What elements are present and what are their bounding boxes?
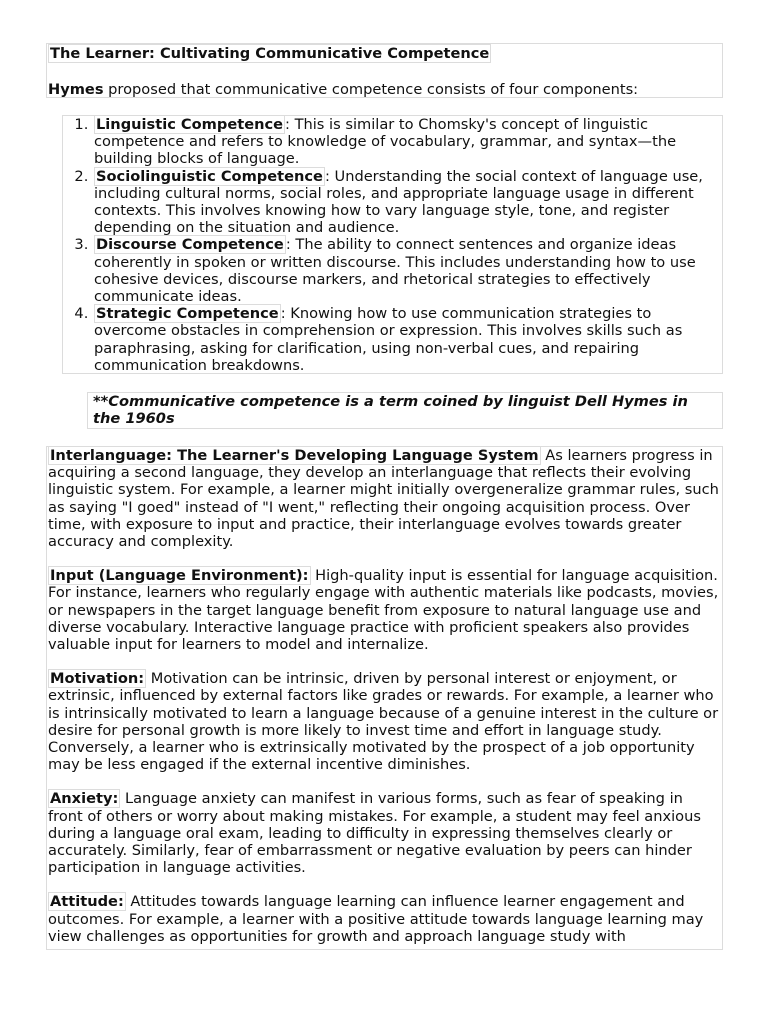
section-paragraph [48, 670, 721, 773]
intro-paragraph [48, 81, 721, 98]
section-paragraph [48, 893, 721, 945]
list-item [93, 116, 722, 168]
component-term: Sociolinguistic Competence [96, 167, 323, 185]
hymes-note: **Communicative competence is a term coined by linguist Dell Hymes in the 1960s [87, 392, 723, 429]
section-paragraph [48, 790, 721, 876]
section-heading: Anxiety: [50, 790, 119, 808]
section-heading: Input (Language Environment): [50, 567, 309, 585]
intro-text: proposed that communicative competence consists of four components: [103, 81, 639, 99]
section-text: As learners progress in acquiring a second language, they develop an interlanguage that reflects their evolving linguistic system. For example, a learner might initially overgeneralize grammar rules, such as saying "I goed" instead of "I went," reflecting their ongoing acquisition process. Over time, with exposure to input and practice, their interlanguage evolves towards greater accuracy and complexity. [48, 447, 719, 551]
section-text: Language anxiety can manifest in various forms, such as fear of speaking in front of others or worry about making mistakes. For example, a student may feel anxious during a language oral exam, leading to difficulty in expressing themselves clearly or accurately. Similarly, fear of embarrassment or negative evaluation by peers can hinder participation in language activities. [48, 790, 701, 877]
intro-bold: Hymes [48, 81, 104, 99]
list-item [93, 305, 722, 374]
component-text: : The ability to connect sentences and organize ideas coherently in spoken or written discourse. This includes understanding how to use cohesive devices, discourse markers, and rhetorical strategies to effectively communicate ideas. [94, 236, 696, 306]
section-text: High-quality input is essential for language acquisition. For instance, learners who regularly engage with authentic materials like podcasts, movies, or newspapers in the target language benefit from exposure to natural language use and diverse vocabulary. Interactive language practice with proficient speakers also provides valuable input for learners to model and internalize. [48, 567, 719, 654]
component-term: Discourse Competence [96, 236, 284, 254]
component-text: : Understanding the social context of language use, including cultural norms, social roles, and appropriate language usage in different contexts. This involves knowing how to vary language style, tone, and register depending on the situation and audience. [94, 167, 703, 237]
list-item [93, 168, 722, 237]
components-list-block [62, 115, 723, 374]
title-block [46, 43, 723, 98]
component-term: Strategic Competence [96, 305, 279, 323]
section-text: Attitudes towards language learning can influence learner engagement and outcomes. For example, a learner with a positive attitude towards language learning may view challenges as opportunities for growth and approach language study with [48, 893, 704, 945]
sections-block [46, 446, 723, 950]
section-paragraph [48, 567, 721, 653]
component-term: Linguistic Competence [96, 116, 284, 133]
section-heading: Attitude: [50, 893, 124, 911]
components-list [63, 116, 722, 374]
document-title: The Learner: Cultivating Communicative Competence [50, 45, 490, 62]
section-heading: Interlanguage: The Learner's Developing Language System [50, 447, 539, 464]
section-paragraph [48, 447, 721, 550]
section-heading: Motivation: [50, 670, 145, 688]
component-text: : This is similar to Chomsky's concept of linguistic competence and refers to knowledge of vocabulary, grammar, and syntax—the building blocks of language. [94, 116, 677, 168]
section-text: Motivation can be intrinsic, driven by personal interest or enjoyment, or extrinsic, influenced by external factors like grades or rewards. For example, a learner who is intrinsically motivated to learn a language because of a genuine interest in the culture or desire for personal growth is more likely to invest time and effort in language study. Conversely, a learner who is extrinsically motivated by the prospect of a job opportunity may be less engaged if the external incentive diminishes. [48, 670, 719, 774]
component-text: : Knowing how to use communication strategies to overcome obstacles in comprehension or expression. This involves skills such as paraphrasing, asking for clarification, using non-verbal cues, and repairing communication breakdowns. [94, 305, 683, 374]
list-item [93, 236, 722, 305]
